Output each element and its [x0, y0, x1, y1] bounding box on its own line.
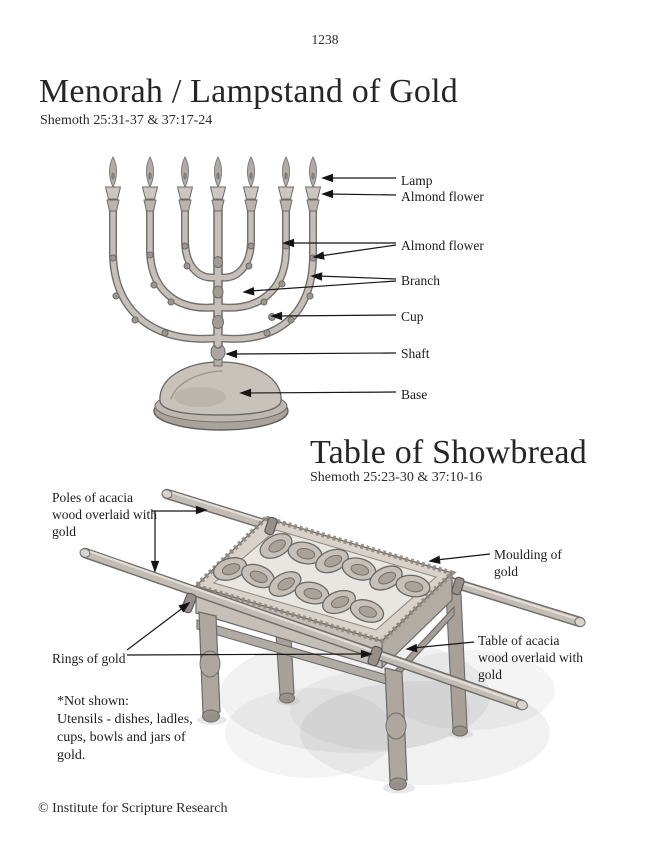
label-table: Table of acacia wood overlaid with gold [478, 633, 583, 682]
label-almond-flower-top: Almond flower [401, 189, 484, 204]
lamp-unit [279, 157, 294, 211]
copyright-footer: © Institute for Scripture Research [38, 801, 228, 816]
label-rings: Rings of gold [52, 651, 126, 666]
label-cup: Cup [401, 309, 424, 324]
lamp-unit [143, 157, 158, 211]
lamp-unit [106, 157, 121, 211]
label-base: Base [401, 387, 428, 402]
menorah-illustration [106, 157, 321, 430]
not-shown-note-title: *Not shown: [57, 694, 129, 709]
lamp-unit [244, 157, 259, 211]
menorah-lamps [106, 157, 321, 211]
menorah-base [154, 342, 288, 430]
label-almond-flower-mid: Almond flower [401, 238, 484, 253]
label-shaft: Shaft [401, 346, 430, 361]
showbread-title: Table of Showbread [310, 434, 587, 471]
lamp-unit [306, 157, 321, 211]
label-branch: Branch [401, 273, 440, 288]
lamp-unit [211, 157, 226, 211]
showbread-reference: Shemoth 25:23-30 & 37:10-16 [310, 470, 483, 485]
menorah-reference: Shemoth 25:31-37 & 37:17-24 [40, 113, 213, 128]
menorah-title: Menorah / Lampstand of Gold [39, 73, 458, 110]
label-lamp: Lamp [401, 173, 433, 188]
lamp-unit [178, 157, 193, 211]
label-poles: Poles of acacia wood overlaid with gold [52, 490, 157, 539]
label-moulding: Moulding of gold [494, 547, 562, 579]
not-shown-note [57, 693, 215, 765]
page-number: 1238 [311, 32, 339, 47]
not-shown-note-body: Utensils - dishes, ladles, cups, bowls and jars of gold. [57, 712, 193, 763]
